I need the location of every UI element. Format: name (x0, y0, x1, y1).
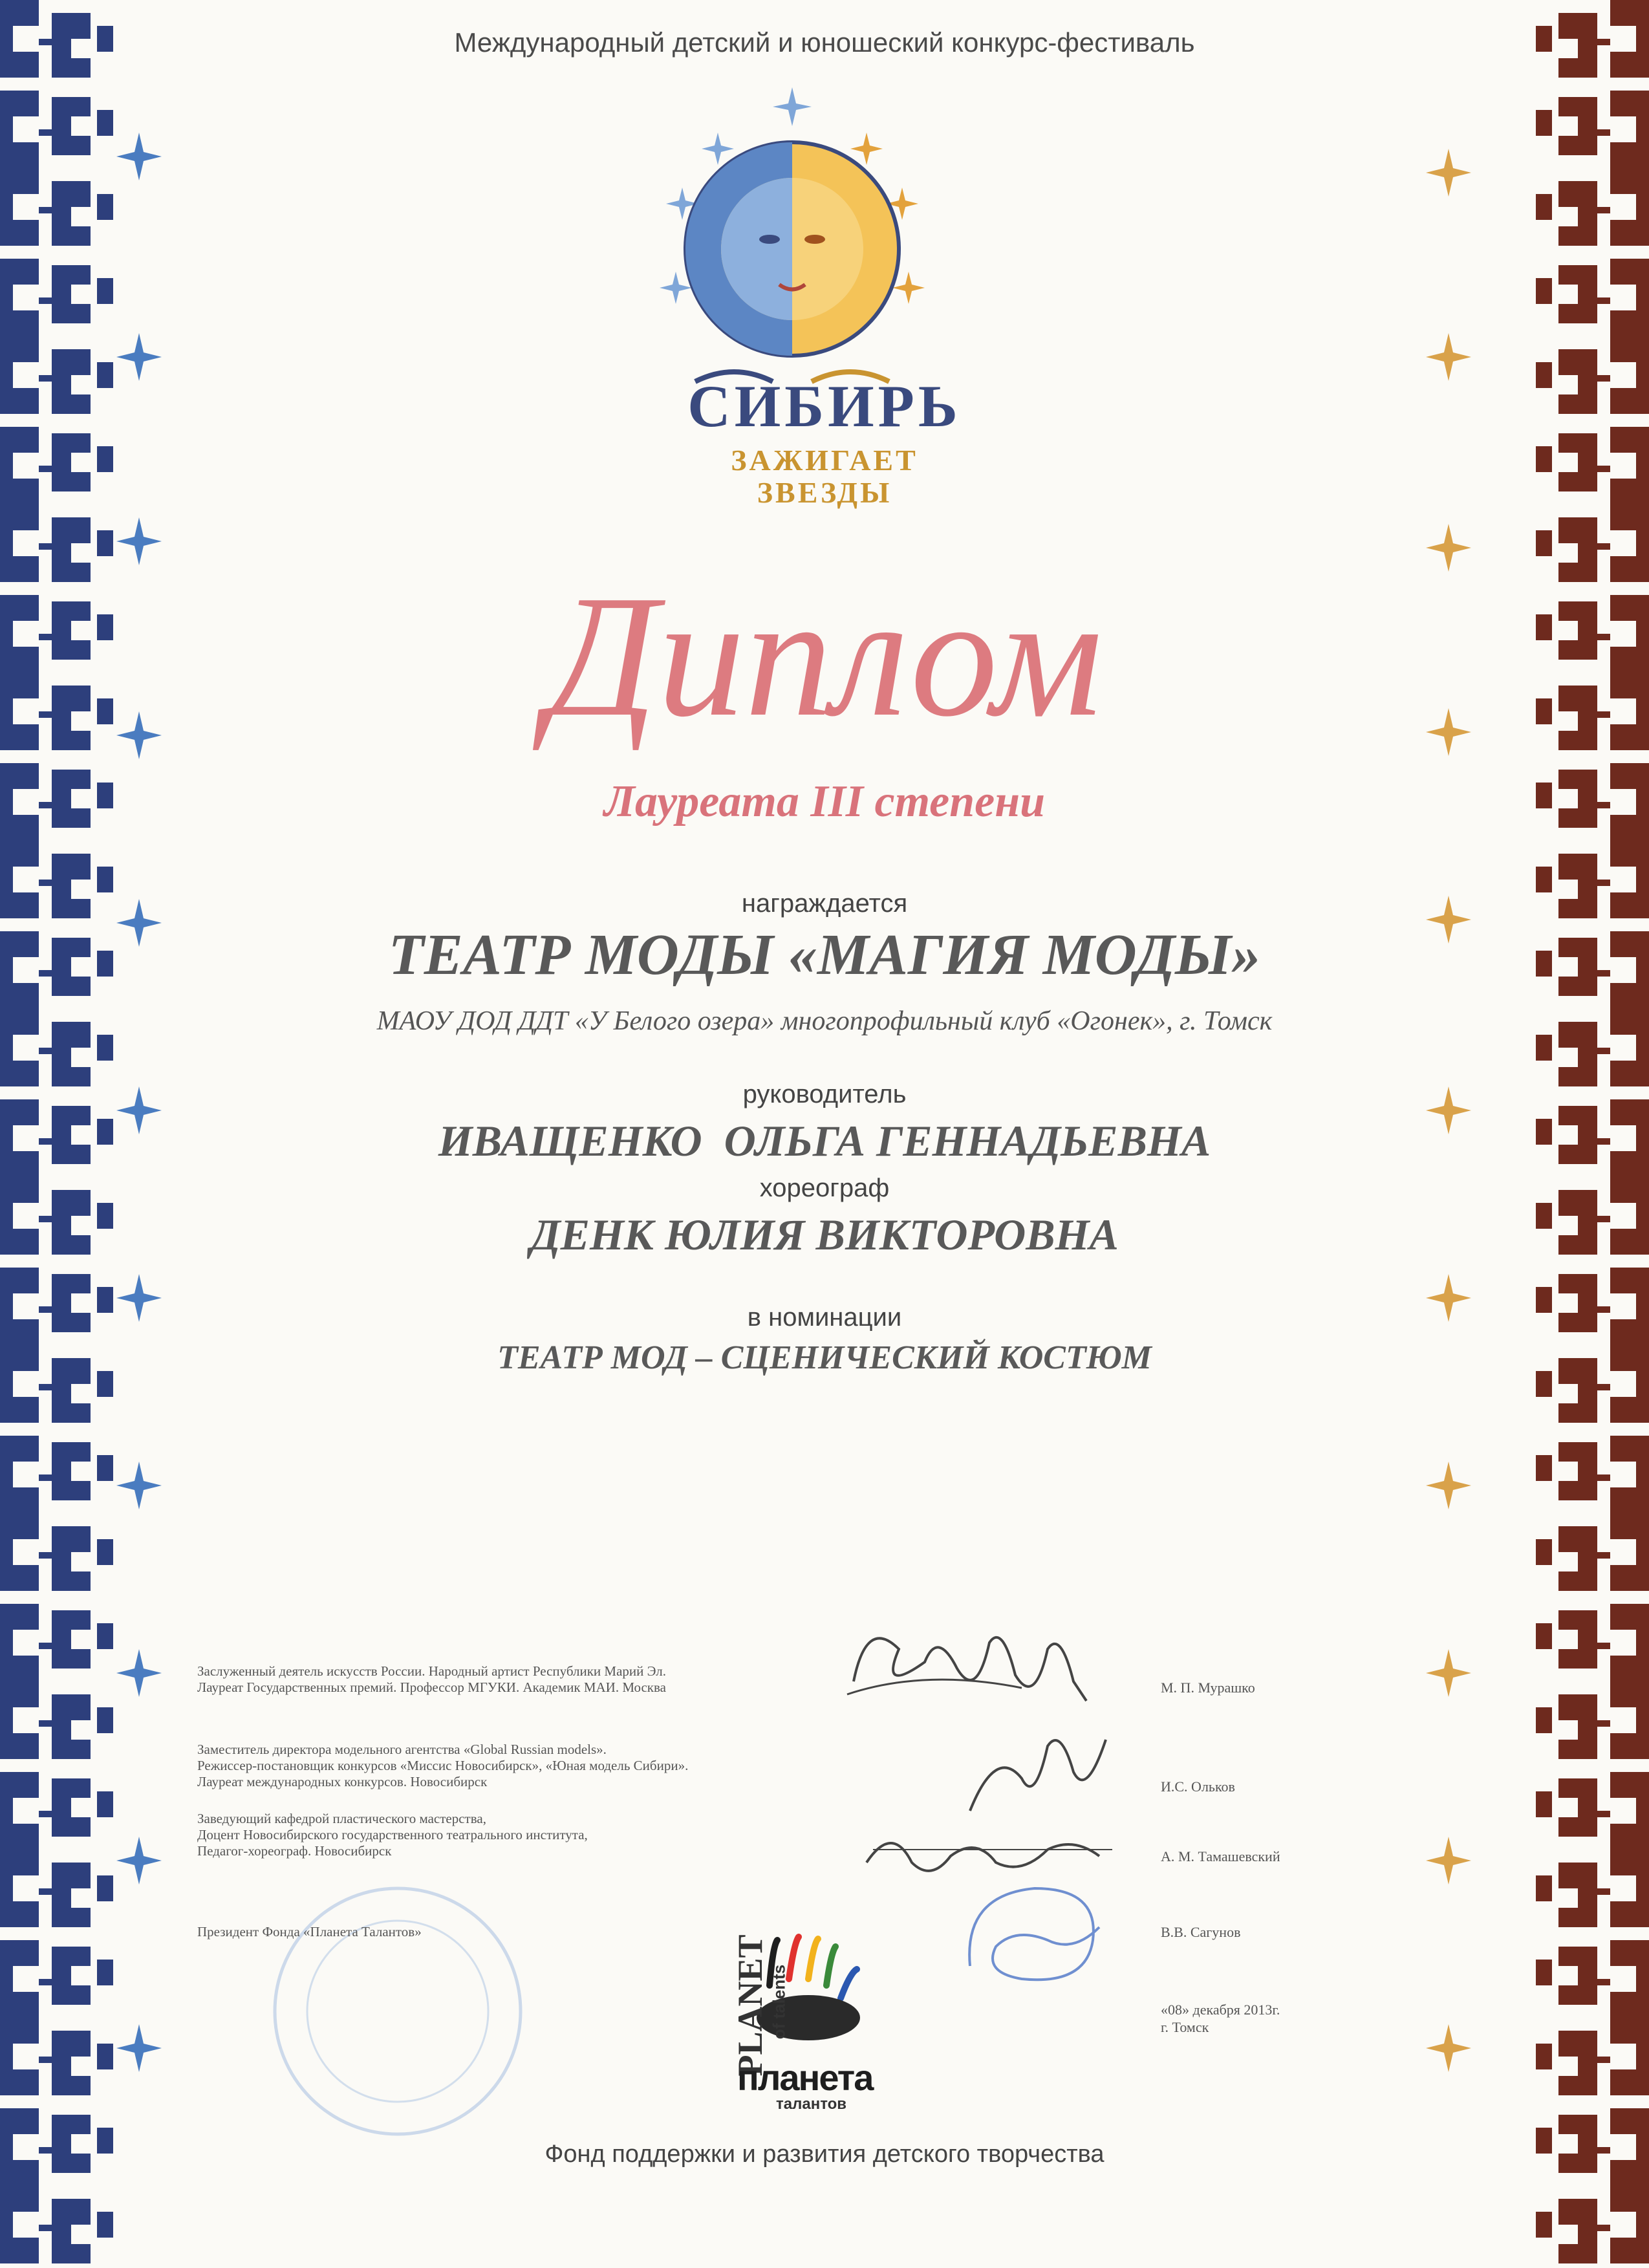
signature-sagunov (944, 1869, 1125, 1998)
issue-city: г. Томск (1161, 2019, 1209, 2035)
recipient-name: ТЕАТР МОДЫ «МАГИЯ МОДЫ» (388, 923, 1261, 987)
sibir-festival-logo (605, 78, 980, 414)
logo-title: СИБИРЬ (687, 373, 962, 439)
official-stamp (262, 1875, 534, 2147)
jury-3-name: А. М. Тамашевский (1161, 1848, 1280, 1864)
leader-label: руководитель (742, 1080, 907, 1108)
jury-2-name: И.С. Ольков (1161, 1778, 1235, 1795)
awarded-label: награждается (741, 889, 908, 918)
nomination-value: ТЕАТР МОД – СЦЕНИЧЕСКИЙ КОСТЮМ (497, 1339, 1152, 1376)
planet-logo-en-line1: PLANET (731, 1934, 770, 2077)
jury-2-line-2: Режиссер-постановщик конкурсов «Миссис Новосибирск», «Юная модель Сибири». (197, 1758, 689, 1773)
planet-logo-en-line2: of talents (769, 1964, 789, 2040)
diploma-title: Диплом (546, 559, 1103, 753)
jury-3-line-2: Доцент Новосибирского государственного театрального института, (197, 1827, 588, 1842)
jury-4-name: В.В. Сагунов (1161, 1924, 1241, 1940)
recipient-organization: МАОУ ДОД ДДТ «У Белого озера» многопрофильный клуб «Огонек», г. Томск (376, 1006, 1273, 1036)
laureate-degree: Лауреата III степени (603, 777, 1046, 826)
signature-olkov (957, 1720, 1125, 1824)
issue-date: «08» декабря 2013г. (1161, 2002, 1280, 2018)
nomination-label: в номинации (747, 1303, 902, 1332)
jury-2-line-1: Заместитель директора модельного агентства «Global Russian models». (197, 1742, 607, 1757)
footer-foundation: Фонд поддержки и развития детского творчества (544, 2141, 1105, 2168)
jury-3-line-1: Заведующий кафедрой пластического мастерства, (197, 1811, 486, 1826)
choreographer-name: ДЕНК ЮЛИЯ ВИКТОРОВНА (530, 1210, 1119, 1259)
planet-logo-ru-line1: планета (737, 2057, 873, 2098)
jury-4-line-1: Президент Фонда «Планета Талантов» (197, 1924, 422, 1939)
signature-murashko (828, 1604, 1125, 1733)
festival-header: Международный детский и юношеский конкурс-фестиваль (454, 27, 1195, 58)
jury-2-line-3: Лауреат международных конкурсов. Новосибирск (197, 1774, 488, 1789)
leader-name: ИВАЩЕНКО ОЛЬГА ГЕННАДЬЕВНА (438, 1116, 1211, 1165)
choreographer-label: хореограф (759, 1174, 890, 1202)
jury-1-line-2: Лауреат Государственных премий. Профессор МГУКИ. Академик МАИ. Москва (197, 1679, 666, 1695)
jury-1-name: М. П. Мурашко (1161, 1679, 1255, 1696)
jury-3-line-3: Педагог-хореограф. Новосибирск (197, 1843, 392, 1859)
logo-subtitle-line1: ЗАЖИГАЕТ (731, 444, 918, 477)
jury-1-line-1: Заслуженный деятель искусств России. Народный артист Республики Марий Эл. (197, 1663, 666, 1679)
logo-subtitle-line2: ЗВЕЗДЫ (757, 476, 892, 509)
planet-logo-ru-line2: талантов (776, 2095, 847, 2113)
